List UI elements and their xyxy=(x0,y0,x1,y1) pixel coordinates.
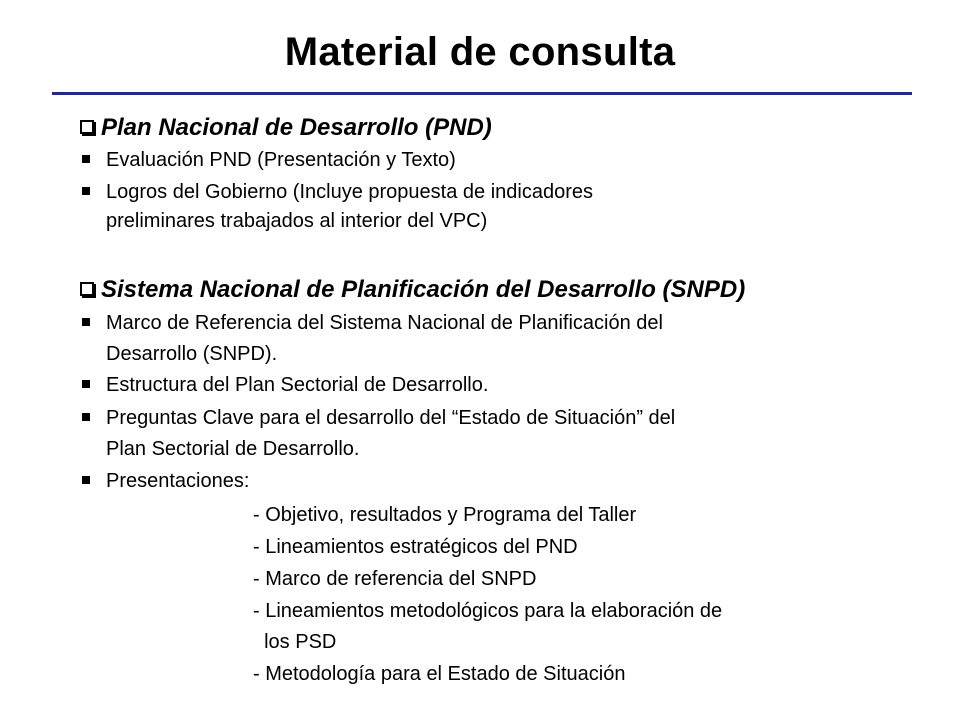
presentation-item-continued: los PSD xyxy=(253,631,337,653)
presentation-item: - Lineamientos metodológicos para la elaboración de xyxy=(253,600,723,622)
square-bullet-icon xyxy=(82,155,90,163)
bullet-item xyxy=(80,404,675,433)
presentation-item: - Marco de referencia del SNPD xyxy=(253,568,537,590)
checkbox-square-icon xyxy=(80,282,94,296)
bullet-item xyxy=(80,371,488,400)
presentation-item: - Metodología para el Estado de Situación xyxy=(253,663,626,685)
section-heading-pnd-text: Plan Nacional de Desarrollo (PND) xyxy=(101,114,492,141)
bullet-text: Estructura del Plan Sectorial de Desarrollo. xyxy=(106,374,489,396)
presentation-item: - Lineamientos estratégicos del PND xyxy=(253,536,578,558)
square-bullet-icon xyxy=(82,187,90,195)
section-heading-pnd xyxy=(80,113,492,143)
bullet-item xyxy=(80,309,663,338)
bullet-item xyxy=(80,146,456,175)
title-divider xyxy=(52,92,912,95)
bullet-text: Evaluación PND (Presentación y Texto) xyxy=(106,149,456,171)
section-heading-snpd-text: Sistema Nacional de Planificación del Desarrollo (SNPD) xyxy=(101,276,746,303)
square-bullet-icon xyxy=(82,413,90,421)
section-heading-snpd xyxy=(80,275,745,305)
bullet-text-continued: Plan Sectorial de Desarrollo. xyxy=(106,438,360,460)
bullet-text: Presentaciones: xyxy=(106,470,250,492)
square-bullet-icon xyxy=(82,380,90,388)
bullet-item xyxy=(80,467,249,496)
bullet-text: Logros del Gobierno (Incluye propuesta de indicadores xyxy=(106,181,593,203)
bullet-text: Preguntas Clave para el desarrollo del “Estado de Situación” del xyxy=(106,407,676,429)
square-bullet-icon xyxy=(82,318,90,326)
slide-title: Material de consulta xyxy=(284,30,676,74)
bullet-item xyxy=(80,178,593,207)
bullet-text-continued: preliminares trabajados al interior del VPC) xyxy=(106,210,488,232)
bullet-text-continued: Desarrollo (SNPD). xyxy=(106,343,278,365)
checkbox-square-icon xyxy=(80,120,94,134)
bullet-text: Marco de Referencia del Sistema Nacional de Planificación del xyxy=(106,312,663,334)
square-bullet-icon xyxy=(82,476,90,484)
presentation-item: - Objetivo, resultados y Programa del Taller xyxy=(253,504,637,526)
